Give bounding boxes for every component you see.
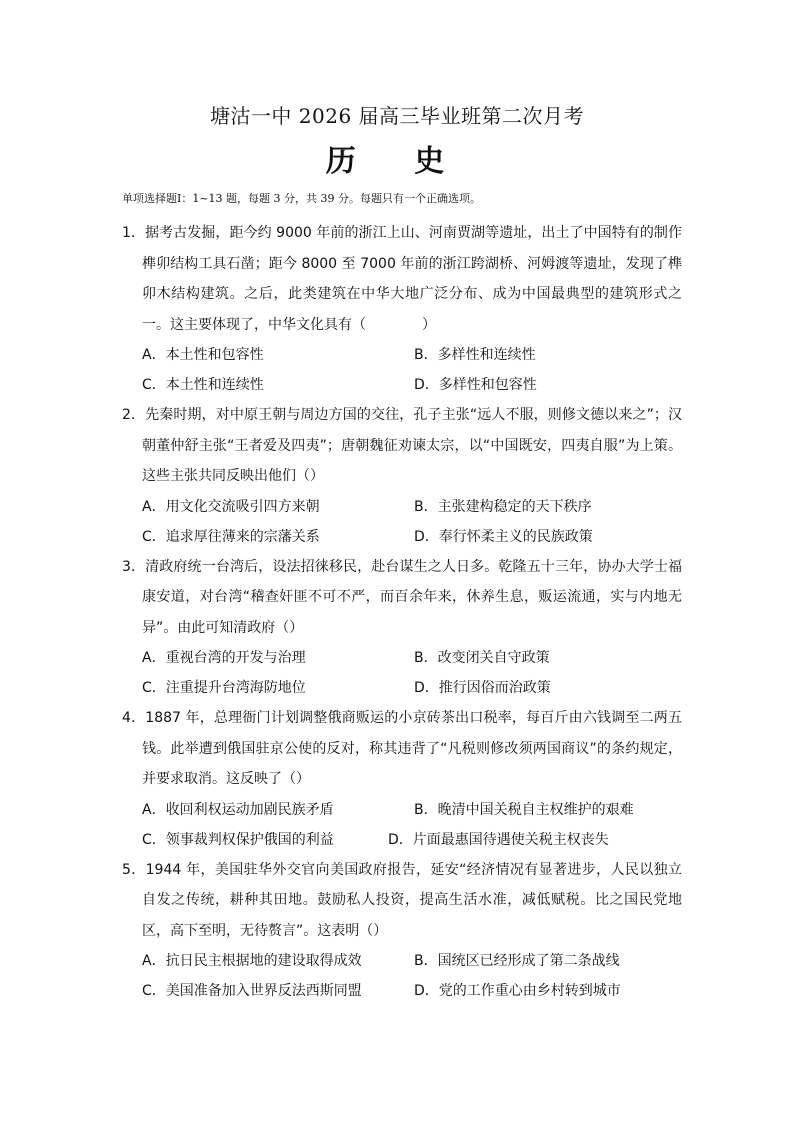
section-instructions: 单项选择题Ⅰ：1~13 题，每题 3 分，共 39 分。每题只有一个正确选项。	[122, 192, 482, 205]
question-stem: 2．先秦时期，对中原王朝与周边方国的交往，孔子主张“远人不服，则修文德以来之”；汉朝董仲舒主张“王者爱及四夷”；唐朝魏征劝谏太宗，以“中国既安，四夷自服”为上策。这些主张共同反映出他们（）	[122, 407, 682, 484]
question-stem: 5．1944 年，美国驻华外交官向美国政府报告，延安“经济情况有显著进步，人民以独立自发之传统，耕种其田地。鼓励私人投资，提高生活水准，减低赋税。比之国民党地区，高下至明，无待赘言”。这表明（）	[122, 861, 682, 939]
option-b[interactable]: B．改变闭关自守政策	[414, 650, 550, 666]
option-d[interactable]: D．片面最惠国待遇使关税主权丧失	[388, 831, 609, 848]
option-group	[122, 795, 682, 855]
question-1	[122, 218, 682, 400]
question-stem: 4．1887 年，总理衙门计划调整俄商贩运的小京砖茶出口税率，每百斤由六钱调至二两五钱。此举遭到俄国驻京公使的反对，称其违背了“凡税则修改须两国商议”的条约规定，并要求取消。这反映了（）	[122, 710, 682, 787]
option-a[interactable]: A．用文化交流吸引四方来朝	[142, 498, 320, 515]
option-d[interactable]: D．推行因俗而治政策	[414, 680, 551, 696]
question-5	[122, 855, 682, 1007]
option-group	[122, 492, 682, 552]
subject-title: 历 史	[325, 144, 469, 179]
option-b[interactable]: B．多样性和连续性	[414, 347, 536, 363]
option-c[interactable]: C．注重提升台湾海防地位	[142, 680, 306, 696]
option-a[interactable]: A．重视台湾的开发与治理	[142, 650, 306, 666]
option-a[interactable]: A．抗日民主根据地的建设取得成效	[142, 953, 362, 969]
option-a[interactable]: A．收回利权运动加剧民族矛盾	[142, 801, 334, 818]
option-c[interactable]: C．领事裁判权保护俄国的利益	[142, 831, 334, 848]
option-group	[122, 946, 682, 1006]
question-stem: 3．清政府统一台湾后，设法招徕移民，赴台谋生之人日多。乾隆五十三年，协办大学士福康安道，对台湾“稽查奸匪不可不严，而百余年来，休养生息，贩运流通，实与内地无异”。由此可知清政府（）	[122, 558, 682, 636]
option-group	[122, 340, 682, 400]
question-2	[122, 400, 682, 552]
option-group	[122, 643, 682, 703]
question-3	[122, 552, 682, 704]
option-c[interactable]: C．本土性和连续性	[142, 377, 264, 393]
option-a[interactable]: A．本土性和包容性	[142, 347, 264, 363]
option-d[interactable]: D．党的工作重心由乡村转到城市	[414, 983, 621, 999]
question-4	[122, 703, 682, 855]
option-b[interactable]: B．主张建构稳定的天下秩序	[414, 498, 592, 515]
option-d[interactable]: D．奉行怀柔主义的民族政策	[414, 528, 593, 545]
option-c[interactable]: C．追求厚往薄来的宗藩关系	[142, 528, 320, 545]
option-b[interactable]: B．晚清中国关税自主权维护的艰难	[414, 801, 634, 818]
option-d[interactable]: D．多样性和包容性	[414, 377, 537, 393]
question-stem: 1．据考古发掘，距今约 9000 年前的浙江上山、河南贾湖等遗址，出土了中国特有的制作榫卯结构工具石凿；距今 8000 至 7000 年前的浙江跨湖桥、河姆渡等遗址，发现了榫卯木结构建筑。之后，此类建筑在中华大地广泛分布、成为中国最典型的建筑形式之一。这主要体现了，中华文化具有（ ）	[122, 225, 682, 333]
option-c[interactable]: C．美国准备加入世界反法西斯同盟	[142, 983, 362, 999]
exam-title: 塘沽一中 2026 届高三毕业班第二次月考	[209, 104, 585, 128]
option-b[interactable]: B．国统区已经形成了第二条战线	[414, 953, 620, 969]
question-list	[122, 218, 682, 1006]
